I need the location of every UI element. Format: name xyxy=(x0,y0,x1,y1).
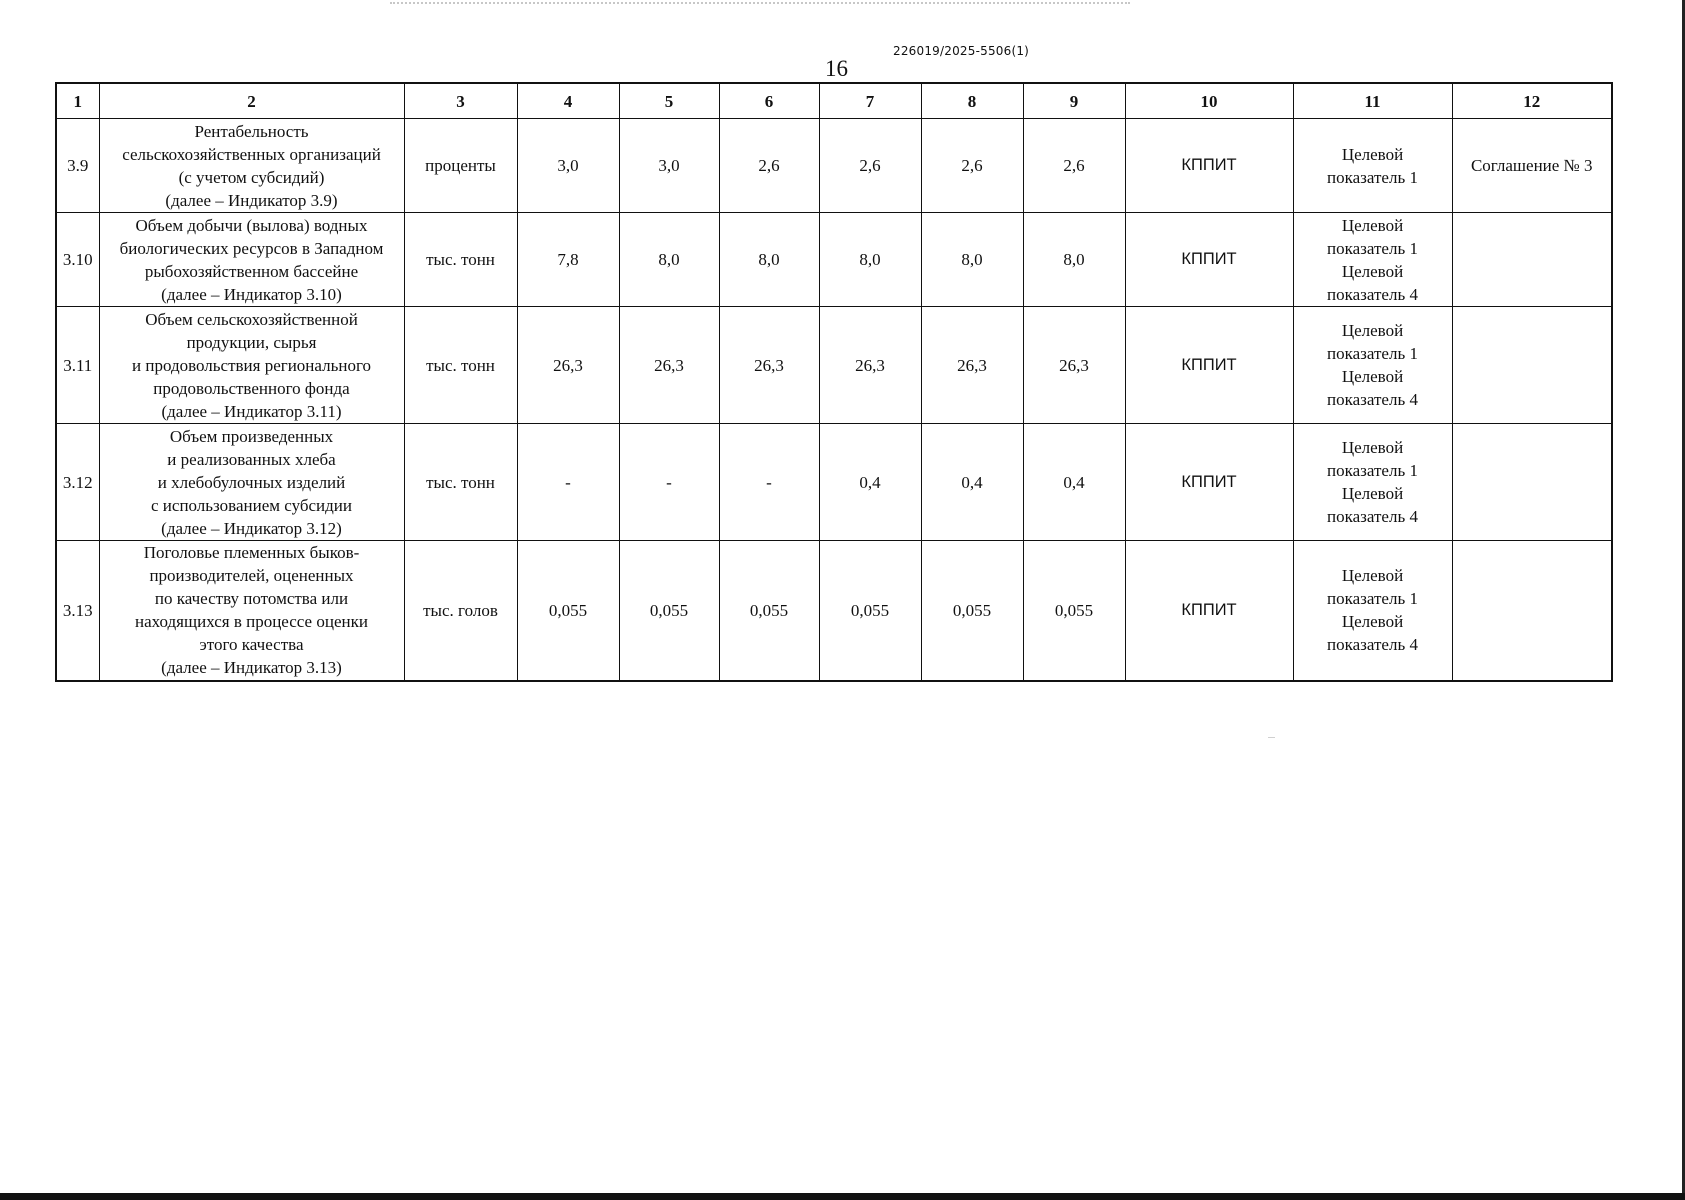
value-cell: 26,3 xyxy=(719,307,819,424)
scan-artifact-top xyxy=(390,0,1130,4)
value-cell: 0,055 xyxy=(921,541,1023,681)
indicator-name-line: рыбохозяйственном бассейне xyxy=(144,261,359,281)
table-row xyxy=(56,541,1612,681)
indicator-name-line: Поголовье племенных быков- xyxy=(143,543,360,563)
page-number: 16 xyxy=(825,56,848,81)
target-line: показатель 1 xyxy=(1327,461,1418,480)
target-line: показатель 4 xyxy=(1327,507,1418,526)
value-cell: 26,3 xyxy=(517,307,619,424)
target-line: Целевой xyxy=(1341,612,1404,632)
indicator-name-line: Объем сельскохозяйственной xyxy=(145,309,358,329)
scan-edge-bottom xyxy=(0,1193,1685,1200)
indicator-name xyxy=(99,307,404,424)
column-header: 3 xyxy=(404,83,517,119)
table-row xyxy=(56,307,1612,424)
indicator-id: 3.11 xyxy=(56,307,99,424)
value-cell: 8,0 xyxy=(921,213,1023,307)
indicator-name-line: биологических ресурсов в Западном xyxy=(119,238,384,258)
indicator-name-line: (далее – Индикатор 3.13) xyxy=(161,658,342,678)
table-row xyxy=(56,213,1612,307)
indicator-id: 3.10 xyxy=(56,213,99,307)
value-cell: 26,3 xyxy=(1023,307,1125,424)
value-cell: 8,0 xyxy=(619,213,719,307)
indicator-name-line: и хлебобулочных изделий xyxy=(157,472,346,492)
target-line: Целевой xyxy=(1341,144,1404,164)
indicator-name-line: Объем произведенных xyxy=(169,426,334,446)
value-cell: 2,6 xyxy=(1023,119,1125,213)
column-header: 8 xyxy=(921,83,1023,119)
indicator-name-line: Объем добычи (вылова) водных xyxy=(135,215,368,235)
target-line: Целевой xyxy=(1341,261,1404,281)
target-line: показатель 4 xyxy=(1327,284,1418,304)
value-cell: 8,0 xyxy=(719,213,819,307)
indicator-name-line: продукции, сырья xyxy=(186,332,317,352)
value-cell: 3,0 xyxy=(517,119,619,213)
indicator-name-line: (далее – Индикатор 3.12) xyxy=(161,518,342,538)
table-row xyxy=(56,119,1612,213)
column-header: 4 xyxy=(517,83,619,119)
indicator-name xyxy=(99,541,404,681)
unit-cell: проценты xyxy=(404,119,517,213)
indicator-name-line: продовольственного фонда xyxy=(153,378,350,398)
indicator-name-line: находящихся в процессе оценки xyxy=(135,612,368,632)
target-cell xyxy=(1293,424,1452,541)
value-cell: 8,0 xyxy=(819,213,921,307)
indicator-name-line: (далее – Индикатор 3.10) xyxy=(161,284,342,304)
value-cell: 2,6 xyxy=(921,119,1023,213)
target-line: показатель 4 xyxy=(1327,635,1418,655)
indicator-name-line: по качеству потомства или xyxy=(154,589,349,609)
column-header: 12 xyxy=(1452,83,1612,119)
value-cell: 3,0 xyxy=(619,119,719,213)
unit-cell: тыс. голов xyxy=(404,541,517,681)
target-line: Целевой xyxy=(1341,367,1404,386)
agreement-cell xyxy=(1452,213,1612,307)
column-header: 1 xyxy=(56,83,99,119)
agreement-cell xyxy=(1452,307,1612,424)
indicator-name xyxy=(99,119,404,213)
indicator-name-line: и продовольствия регионального xyxy=(132,355,371,375)
table-body xyxy=(56,119,1612,681)
target-line: показатель 1 xyxy=(1327,167,1418,187)
column-header: 11 xyxy=(1293,83,1452,119)
value-cell: 0,4 xyxy=(1023,424,1125,541)
value-cell: 0,055 xyxy=(619,541,719,681)
value-cell: 0,4 xyxy=(921,424,1023,541)
value-cell: 26,3 xyxy=(619,307,719,424)
indicator-name-line: производителей, оцененных xyxy=(149,566,354,586)
target-cell xyxy=(1293,541,1452,681)
column-header: 5 xyxy=(619,83,719,119)
indicator-name-line: этого качества xyxy=(199,635,304,655)
agreement-cell xyxy=(1452,541,1612,681)
target-line: показатель 4 xyxy=(1327,390,1418,409)
header-row xyxy=(56,83,1612,119)
indicator-name-line: сельскохозяйственных организаций xyxy=(122,144,381,164)
value-cell: 0,055 xyxy=(517,541,619,681)
source-cell: КППИТ xyxy=(1125,424,1293,541)
value-cell: 0,055 xyxy=(719,541,819,681)
value-cell: 0,055 xyxy=(819,541,921,681)
column-header: 6 xyxy=(719,83,819,119)
agreement-cell: Соглашение № 3 xyxy=(1452,119,1612,213)
indicator-name-line: и реализованных хлеба xyxy=(167,449,336,469)
target-line: Целевой xyxy=(1341,484,1404,503)
column-header: 10 xyxy=(1125,83,1293,119)
value-cell: 7,8 xyxy=(517,213,619,307)
target-line: Целевой xyxy=(1341,438,1404,457)
target-cell xyxy=(1293,119,1452,213)
indicator-name-line: (далее – Индикатор 3.9) xyxy=(165,190,338,210)
document-number: 226019/2025-5506(1) xyxy=(893,44,1030,58)
indicator-id: 3.13 xyxy=(56,541,99,681)
source-cell: КППИТ xyxy=(1125,541,1293,681)
source-cell: КППИТ xyxy=(1125,213,1293,307)
value-cell: 2,6 xyxy=(819,119,921,213)
source-cell: КППИТ xyxy=(1125,119,1293,213)
target-line: показатель 1 xyxy=(1327,589,1418,609)
value-cell: - xyxy=(619,424,719,541)
source-cell: КППИТ xyxy=(1125,307,1293,424)
unit-cell: тыс. тонн xyxy=(404,213,517,307)
agreement-cell xyxy=(1452,424,1612,541)
column-header: 2 xyxy=(99,83,404,119)
column-header: 7 xyxy=(819,83,921,119)
value-cell: - xyxy=(517,424,619,541)
indicators-table xyxy=(55,82,1613,682)
target-line: показатель 1 xyxy=(1327,238,1418,258)
unit-cell: тыс. тонн xyxy=(404,307,517,424)
indicator-name xyxy=(99,213,404,307)
target-line: показатель 1 xyxy=(1327,344,1418,363)
indicator-name xyxy=(99,424,404,541)
target-line: Целевой xyxy=(1341,566,1404,586)
indicator-id: 3.12 xyxy=(56,424,99,541)
value-cell: 0,055 xyxy=(1023,541,1125,681)
unit-cell: тыс. тонн xyxy=(404,424,517,541)
table-row xyxy=(56,424,1612,541)
value-cell: 2,6 xyxy=(719,119,819,213)
value-cell: 8,0 xyxy=(1023,213,1125,307)
target-cell xyxy=(1293,213,1452,307)
indicator-name-line: (с учетом субсидий) xyxy=(178,167,325,187)
value-cell: 26,3 xyxy=(819,307,921,424)
scan-speck xyxy=(1268,737,1275,738)
indicator-name-line: с использованием субсидии xyxy=(151,495,352,515)
target-cell xyxy=(1293,307,1452,424)
column-header: 9 xyxy=(1023,83,1125,119)
target-line: Целевой xyxy=(1341,215,1404,235)
indicator-id: 3.9 xyxy=(56,119,99,213)
value-cell: - xyxy=(719,424,819,541)
indicator-name-line: (далее – Индикатор 3.11) xyxy=(161,401,342,421)
indicator-name-line: Рентабельность xyxy=(194,121,309,141)
target-line: Целевой xyxy=(1341,321,1404,340)
value-cell: 26,3 xyxy=(921,307,1023,424)
value-cell: 0,4 xyxy=(819,424,921,541)
